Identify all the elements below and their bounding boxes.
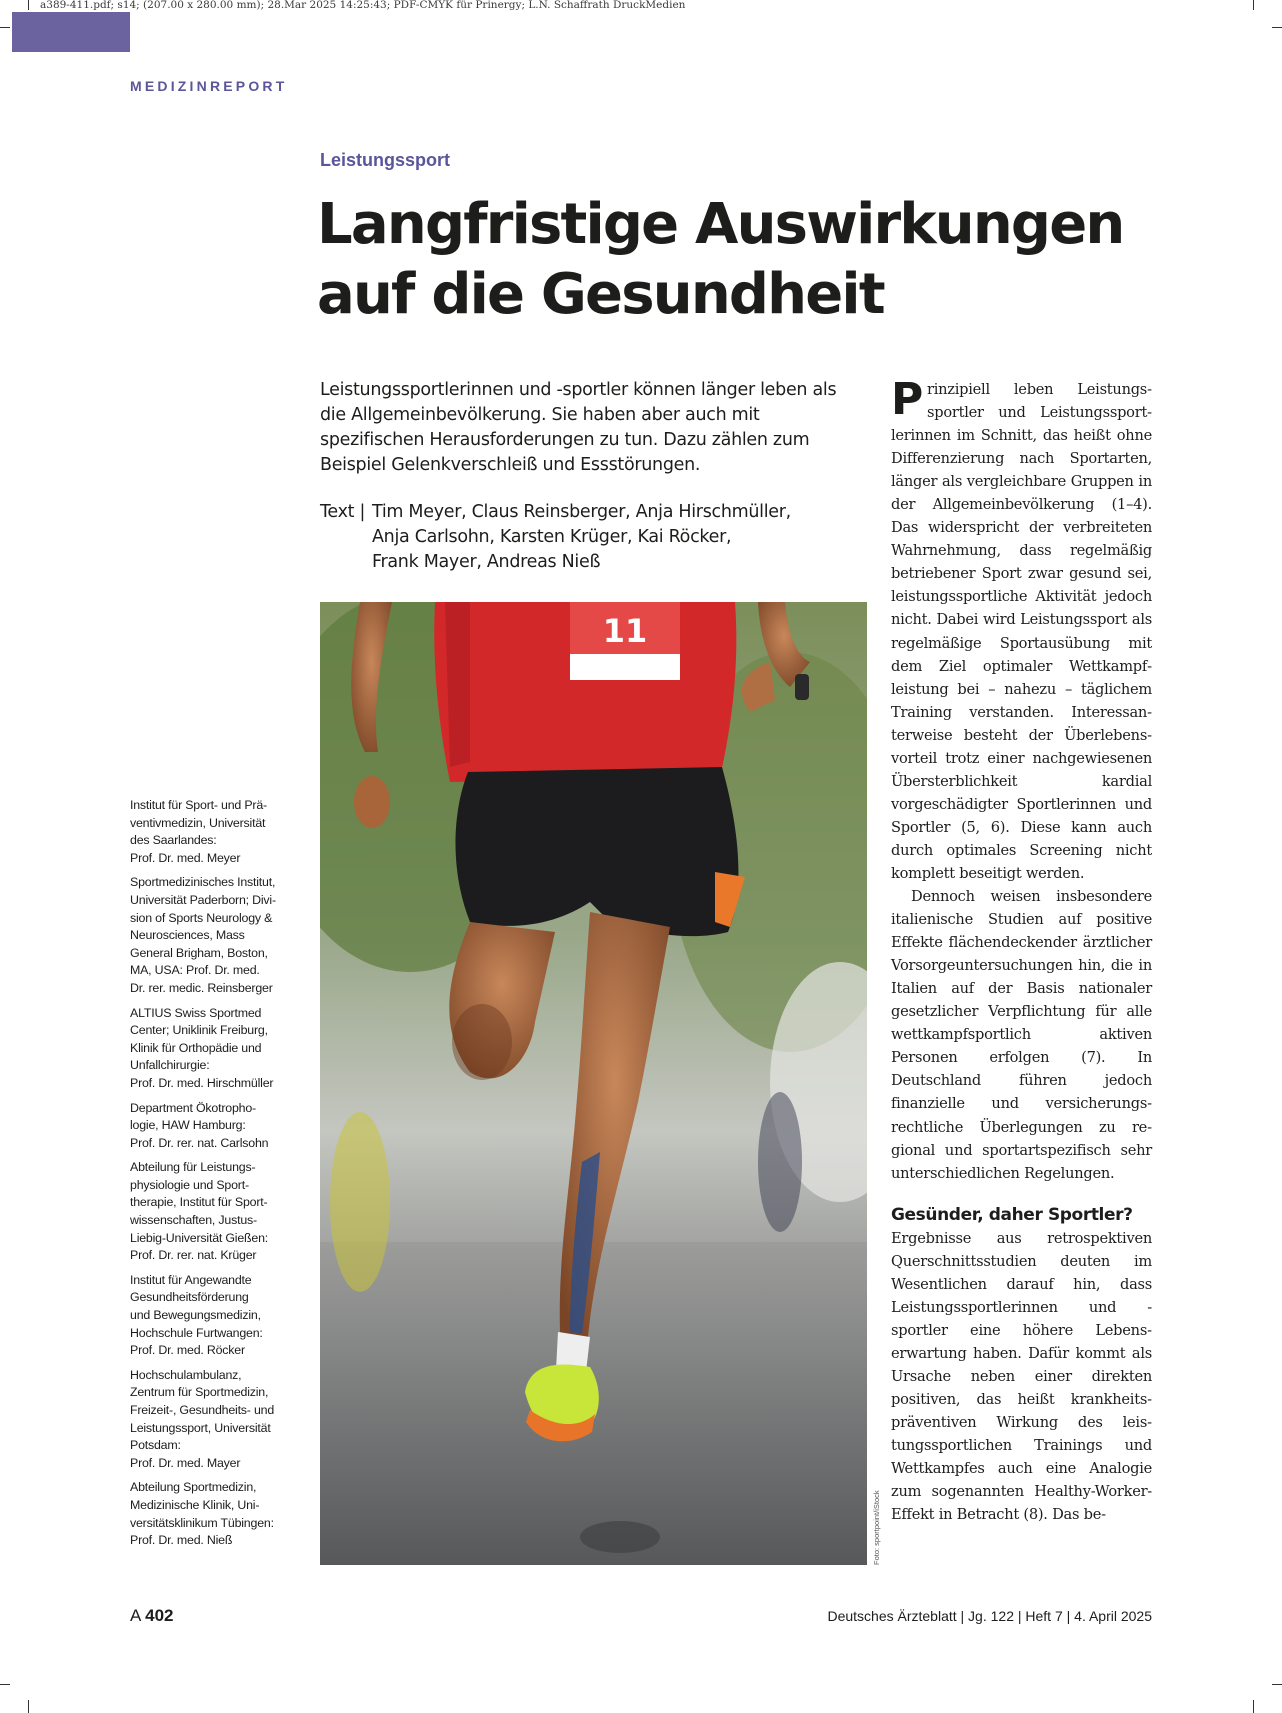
author-prefix: Text |: [320, 502, 366, 522]
affiliation-line: Institut für Angewandte: [130, 1272, 252, 1287]
affiliation-line: Unfallchirurgie:: [130, 1058, 210, 1073]
affiliation-reinsberger: [130, 874, 300, 997]
affiliation-line: Prof. Dr. med. Meyer: [130, 850, 241, 865]
body-subheading: Gesünder, daher Sportler?: [891, 1204, 1133, 1225]
affiliation-line: Neurosciences, Mass: [130, 928, 245, 943]
crop-mark-top-right: [1253, 0, 1254, 10]
article-body: [891, 374, 1152, 1526]
affiliation-line: MA, USA: Prof. Dr. med.: [130, 963, 260, 978]
affiliation-line: Leistungssport, Universität: [130, 1420, 271, 1435]
affiliation-line: Klinik für Orthopädie und: [130, 1040, 262, 1055]
affiliation-line: Abteilung Sportmedizin,: [130, 1480, 257, 1495]
affiliation-line: Medizinische Klinik, Uni-: [130, 1497, 260, 1512]
body-paragraph-1-text: rinzipiell leben Leistungssportler und Leistungssportlerinnen im Schnitt, das heißt ohne Differenzierung nach Sportarten, länger als vergleichbare Gruppen in der Allgemeinbevölkerung (1–4). Das widerspricht der verbreiteten Wahrnehmung, dass regelmäßig betriebener Sport zwar gesund sei, leistungssportliche Aktivität jedoch nicht. Dabei wird Leistungssport als regelmäßige Sportausübung mit dem Ziel optimaler Wettkampfleistung bei – nahezu – täglichem Training verstanden. Interessanterweise besteht der Überlebensvorteil trotz einer nachgewiesenen Übersterblichkeit kardial vorgeschädigter Sportlerinnen und Sportler (5, 6). Diese kann auch durch optimales Screening nicht komplett beseitigt werden.: [891, 381, 1152, 882]
crop-mark-top-left: [28, 0, 29, 10]
affiliation-hirschmueller: [130, 1005, 300, 1093]
affiliation-roecker: [130, 1272, 300, 1360]
affiliation-line: sion of Sports Neurology &: [130, 910, 273, 925]
affiliation-line: Abteilung für Leistungs-: [130, 1160, 256, 1175]
article-kicker: Leistungssport: [320, 150, 451, 170]
page-number: [130, 1606, 174, 1626]
affiliation-line: Sportmedizinisches Institut,: [130, 875, 276, 890]
article-title: [317, 190, 1123, 330]
journal-citation: Deutsches Ärzteblatt | Jg. 122 | Heft 7 | 4. April 2025: [827, 1608, 1152, 1624]
affiliation-line: ALTIUS Swiss Sportmed: [130, 1005, 262, 1020]
print-info-line: a389-411.pdf; s14; (207.00 x 280.00 mm); 28.Mar 2025 14:25:43; PDF-CMYK für Prinergy; L.N. Schaffrath DruckMedien: [40, 0, 686, 11]
page-number-prefix: A: [130, 1606, 141, 1625]
body-paragraph-1: [891, 374, 1152, 885]
affiliation-line: versitätsklinikum Tübingen:: [130, 1515, 274, 1530]
crop-mark-bottom-left: [28, 1700, 29, 1713]
runner-photo: [320, 602, 867, 1565]
affiliation-line: Prof. Dr. med. Hirschmüller: [130, 1075, 274, 1090]
article-title-line-2: auf die Gesundheit: [317, 262, 884, 327]
affiliation-line: des Saarlandes:: [130, 833, 217, 848]
affiliation-line: Institut für Sport- und Prä-: [130, 798, 267, 812]
affiliation-line: Hochschule Furtwangen:: [130, 1325, 263, 1340]
affiliation-line: Center; Uniklinik Freiburg,: [130, 1023, 268, 1038]
affiliation-line: Hochschulambulanz,: [130, 1367, 242, 1382]
section-label: MEDIZINREPORT: [130, 78, 288, 94]
section-color-bar: [12, 12, 130, 52]
article-lead: Leistungssportlerinnen und -sportler können länger leben als die Allgemeinbevölkerung. Sie haben aber auch mit spezifischen Herausforderungen zu tun. Dazu zählen zum Beispiel Gelenkverschleiß und Essstörungen.: [320, 380, 837, 475]
affiliation-line: logie, HAW Hamburg:: [130, 1118, 246, 1133]
crop-mark-bottom-right: [1253, 1700, 1254, 1713]
page-number-value: 402: [145, 1606, 174, 1625]
affiliation-line: Prof. Dr. med. Mayer: [130, 1455, 241, 1470]
crop-mark-top-left-h: [0, 27, 10, 28]
affiliation-line: Freizeit-, Gesundheits- und: [130, 1403, 275, 1417]
affiliation-line: Potsdam:: [130, 1438, 181, 1453]
affiliation-krueger: [130, 1159, 300, 1265]
affiliation-line: physiologie und Sport-: [130, 1177, 249, 1192]
affiliation-line: Prof. Dr. rer. nat. Krüger: [130, 1248, 257, 1263]
affiliation-line: ventivmedizin, Universität: [130, 815, 266, 830]
crop-mark-bottom-right-h: [1272, 1684, 1282, 1685]
affiliation-line: therapie, Institut für Sport-: [130, 1195, 268, 1210]
author-names-line-3: Frank Mayer, Andreas Nieß: [372, 552, 601, 572]
affiliation-line: Dr. rer. medic. Reinsberger: [130, 980, 273, 995]
affiliation-line: Prof. Dr. med. Röcker: [130, 1343, 245, 1358]
affiliation-niess: [130, 1479, 300, 1549]
affiliation-line: und Bewegungsmedizin,: [130, 1308, 261, 1323]
photo-credit: Foto: sportpoint/iStock: [872, 1490, 881, 1565]
crop-mark-top-right-h: [1272, 27, 1282, 28]
author-affiliations: [130, 797, 300, 1557]
author-names: [372, 500, 832, 575]
crop-mark-bottom-left-h: [0, 1684, 10, 1685]
affiliation-line: Zentrum für Sportmedizin,: [130, 1385, 269, 1400]
affiliation-line: Prof. Dr. med. Nieß: [130, 1533, 233, 1548]
body-paragraph-3: Ergebnisse aus retrospektiven Querschnittsstudien deuten im Wesentlichen darauf hin, dass Leistungssportlerinnen und -sportler eine höhere Lebenserwartung haben. Dafür kommt als Ursache neben einer direkten positiven, das heißt krankheitspräventiven Wirkung des leistungssportlichen Trainings und Wettkampfes auch eine Analogie zum sogenannten Healthy-Worker-Effekt in Betracht (8). Das be-: [891, 1229, 1152, 1524]
author-names-line-1: Tim Meyer, Claus Reinsberger, Anja Hirschmüller,: [372, 502, 791, 522]
affiliation-mayer: [130, 1367, 300, 1473]
affiliation-meyer: [130, 797, 300, 867]
affiliation-line: General Brigham, Boston,: [130, 945, 268, 960]
affiliation-line: Department Ökotropho-: [130, 1100, 256, 1115]
drop-cap: P: [891, 374, 923, 425]
affiliation-carlsohn: [130, 1100, 300, 1153]
affiliation-line: Liebig-Universität Gießen:: [130, 1230, 269, 1245]
body-paragraph-2: Dennoch weisen insbesondere italienische Studien auf positive Effekte flächendeckender ärztlicher Vorsorgeuntersuchungen hin, die in Italien auf der Basis nationaler gesetzlicher Verpflichtung für alle wettkampfsportlich aktiven Personen erfolgen (7). In Deutschland führen jedoch finanzielle und versicherungsrechtliche Überlegungen zu regional und sportartspezifisch sehr unterschiedlichen Regelungen.: [891, 888, 1152, 1182]
affiliation-line: Gesundheitsförderung: [130, 1290, 249, 1305]
affiliation-line: Prof. Dr. rer. nat. Carlsohn: [130, 1135, 269, 1150]
affiliation-line: Universität Paderborn; Divi-: [130, 892, 276, 907]
affiliation-line: wissenschaften, Justus-: [130, 1213, 257, 1228]
runner-illustration: [320, 602, 867, 1565]
author-names-line-2: Anja Carlsohn, Karsten Krüger, Kai Röcker,: [372, 527, 732, 547]
article-title-line-1: Langfristige Auswirkungen: [317, 192, 1124, 257]
bib-number: 11: [602, 612, 648, 650]
